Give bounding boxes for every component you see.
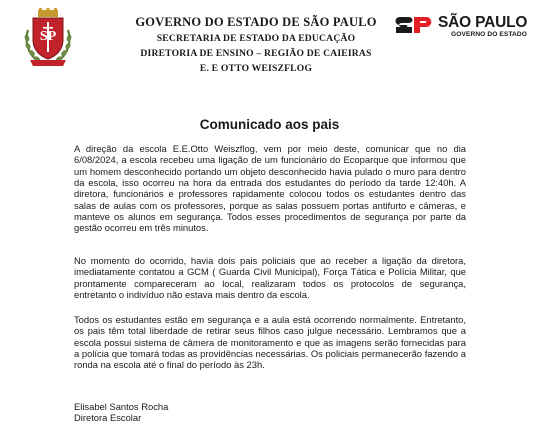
logo-subtitle: GOVERNO DO ESTADO <box>451 31 527 38</box>
logo-name: SÃO PAULO <box>438 14 528 31</box>
paragraph-1: A direção da escola E.E.Otto Weiszflog, vem por meio deste, comunicar que no dia 6/08/2024, a escola recebeu uma ligação de um funcionário do Ecoparque que informou que um homem desconhecido portando um objeto desconhecido havia pulado o muro para dentro da escola, isso ocorreu na hora da entrada dos estudantes do período da tarde 12:40h. A diretora, funcionários e professores rapidamente colocou todos os estudantes dentro das salas de aulas com os professores, porque as salas possuem portas antifurto e câmeras, e manteve os alunos em segurança. Todos esses procedimentos de segurança por parte da gestão ocorreu em três minutos. <box>74 143 466 234</box>
header-school: E. E OTTO WEISZFLOG <box>199 63 313 74</box>
signature-block <box>74 401 168 424</box>
paragraph-2: No momento do ocorrido, havia dois pais policiais que ao receber a ligação da diretora, imediatamente contatou a GCM ( Guarda Civil Municipal), Força Tática e Polícia Militar, que prontamente compareceram ao local, realizaram todos os protocolos de segurança, entretanto o indivíduo não estava mais dentro da escola. <box>74 255 466 301</box>
paragraph-3: Todos os estudantes estão em segurança e a aula está ocorrendo normalmente. Entretanto, os pais têm total liberdade de retirar seus filhos caso julgue necessário. Lembramos que a escola possui sistema de câmera de monitoramento e que as imagens serão fornecidas para a polícia que tomará todas as providências necessárias. Os policiais permanecerão fazendo a ronda na escola até o final do período às 23h. <box>74 314 466 371</box>
header-secretariat: SECRETARIA DE ESTADO DA EDUCAÇÃO <box>156 33 356 44</box>
document-title: Comunicado aos pais <box>199 117 340 132</box>
header-directorate: DIRETORIA DE ENSINO – REGIÃO DE CAIEIRAS <box>140 48 372 59</box>
sp-logo-icon <box>394 14 434 36</box>
header-government: GOVERNO DO ESTADO DE SÃO PAULO <box>135 15 377 29</box>
letterhead <box>96 14 416 76</box>
signatory-role: Diretora Escolar <box>74 412 142 424</box>
coat-of-arms-icon <box>22 8 74 68</box>
sp-state-logo <box>394 14 534 44</box>
crest-letters: SP <box>39 29 57 44</box>
signatory-name: Elisabel Santos Rocha <box>74 401 169 412</box>
